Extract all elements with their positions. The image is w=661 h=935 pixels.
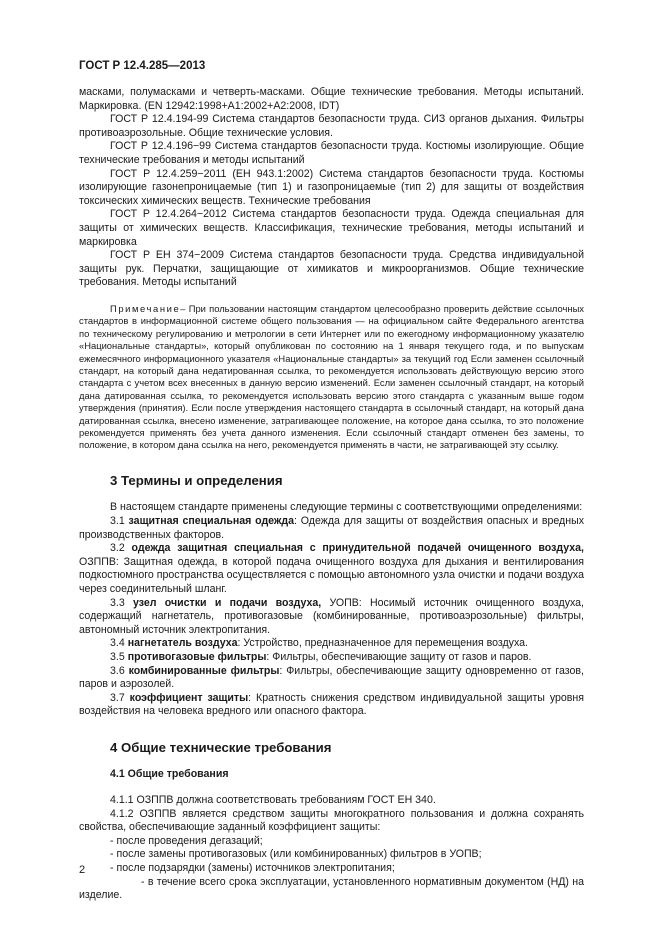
term-item: 3.7 коэффициент защиты: Кратность снижения средством индивидуальной защиты уровня воздействия на человека вредного или опасного фактора. bbox=[79, 691, 585, 718]
list-item: - после подзарядки (замены) источников электропитания; bbox=[110, 862, 395, 875]
list-item: - после замены противогазовых (или комбинированных) фильтров в УОПВ; bbox=[110, 848, 482, 861]
note bbox=[79, 303, 584, 452]
note-label: Примечание bbox=[110, 302, 181, 314]
section-4-title: 4 Общие технические требования bbox=[110, 739, 332, 755]
document-body bbox=[79, 86, 584, 903]
term-name: узел очистки и подачи воздуха, bbox=[133, 596, 322, 609]
ref-item: ГОСТ Р 12.4.264−2012 Система стандартов безопасности труда. Одежда специальная для защиты от химических веществ. Классификация, технические требования, методы испытаний и маркировка bbox=[79, 208, 584, 248]
section-3-title: 3 Термины и определения bbox=[110, 472, 283, 488]
ref-continuation: масками, полумасками и четверть-масками. Общие технические требования. Методы испытаний. Маркировка. (EN 12942:1998+A1:2002+A2:2008, IDT) bbox=[79, 86, 584, 112]
term-name: комбинированные фильтры bbox=[128, 664, 280, 677]
term-item: 3.6 комбинированные фильтры: Фильтры, обеспечивающие защиту одновременно от газов, паров и аэрозолей. bbox=[79, 664, 584, 691]
note-text: – При пользовании настоящим стандартом целесообразно проверить действие ссылочных стандартов в информационной системе общего пользования — на официальном сайте Федерального агентства по техническому регулированию и метрологии в сети Интернет или по ежегодному информационному указателю «Национальные стандарты», который опубликован по состоянию на 1 января текущего года, и по выпускам ежемесячного информационного указателя «Национальные стандарты» за текущий год Если заменен ссылочный стандарт, на который дана недатированная ссылка, то рекомендуется использовать действующую версию этого стандарта с учетом всех внесенных в данную версию изменений. Если заменен ссылочный стандарт, на который дана датированная ссылка, то рекомендуется использовать версию этого стандарта с указанным выше годом утверждения (принятия). Если после утверждения настоящего стандарта в ссылочный стандарт, на который дана датированная ссылка, внесено изменение, затрагивающее положение, на которое дана ссылка, то это положение рекомендуется применять без учета данного изменения. Если ссылочный стандарт отменен без замены, то положение, в котором дана ссылка на него, рекомендуется применять в части, не затрагивающей эту ссылку. bbox=[79, 302, 584, 451]
paragraph-4-1-2: 4.1.2 ОЗППВ является средством защиты многократного пользования и должна сохранять свойства, обеспечивающие заданный коэффициент защиты: bbox=[79, 807, 584, 834]
ref-item: ГОСТ Р 12.4.259−2011 (ЕН 943.1:2002) Система стандартов безопасности труда. Костюмы изолирующие газонепроницаемые (тип 1) и газопроницаемые (тип 2) для защиты от воздействия токсических химических веществ. Технические требования bbox=[79, 167, 584, 207]
page-number: 2 bbox=[79, 864, 86, 876]
term-name: нагнетатель воздуха bbox=[127, 637, 238, 650]
ref-item: ГОСТ Р 12.4.194-99 Система стандартов безопасности труда. СИЗ органов дыхания. Фильтры противоаэрозольные. Общие технические условия. bbox=[79, 113, 584, 139]
ref-item: ГОСТ Р 12.4.196−99 Система стандартов безопасности труда. Костюмы изолирующие. Общие технические требования и методы испытаний bbox=[79, 140, 584, 166]
term-item: 3.3 узел очистки и подачи воздуха, УОПВ: Носимый источник очищенного воздуха, содержащий нагнетатель, противогазовые (комбинированные, противоаэрозольные) фильтры, автономный источник электропитания. bbox=[79, 596, 584, 636]
term-item: 3.5 противогазовые фильтры: Фильтры, обеспечивающие защиту от газов и паров. bbox=[110, 650, 532, 663]
term-name: коэффициент защиты bbox=[129, 691, 249, 704]
term-name: противогазовые фильтры bbox=[127, 650, 267, 663]
list-item: - после проведения дегазаций; bbox=[110, 834, 263, 847]
term-item: 3.4 нагнетатель воздуха: Устройство, предназначенное для перемещения воздуха. bbox=[110, 637, 528, 650]
document-header: ГОСТ Р 12.4.285—2013 bbox=[79, 60, 206, 72]
term-name: одежда защитная специальная с принудительной подачей очищенного воздуха, bbox=[131, 542, 584, 555]
list-item-last: - в течение всего срока эксплуатации, установленного нормативным документом (НД) на изделие. bbox=[79, 875, 584, 902]
section-3-intro: В настоящем стандарте применены следующие термины с соответствующими определениями: bbox=[110, 501, 583, 514]
section-4-1-title: 4.1 Общие требования bbox=[110, 768, 229, 781]
term-item: 3.1 защитная специальная одежда: Одежда для защиты от воздействия опасных и вредных производственных факторов. bbox=[79, 514, 584, 541]
ref-item: ГОСТ Р ЕН 374−2009 Система стандартов безопасности труда. Средства индивидуальной защиты рук. Перчатки, защищающие от химикатов и микроорганизмов. Общие технические требования. Методы испытаний bbox=[79, 249, 584, 289]
term-item: 3.2 одежда защитная специальная с принудительной подачей очищенного воздуха, ОЗППВ: Защитная одежда, в которой подача очищенного воздуха для дыхания и вентилирования подкостюмного пространства осуществляется с помощью автономного узла очистки и подачи воздуха через соединительный шланг. bbox=[79, 542, 584, 595]
term-name: защитная специальная одежда bbox=[128, 514, 295, 527]
paragraph-4-1-1: 4.1.1 ОЗППВ должна соответствовать требованиям ГОСТ ЕН 340. bbox=[110, 794, 436, 807]
